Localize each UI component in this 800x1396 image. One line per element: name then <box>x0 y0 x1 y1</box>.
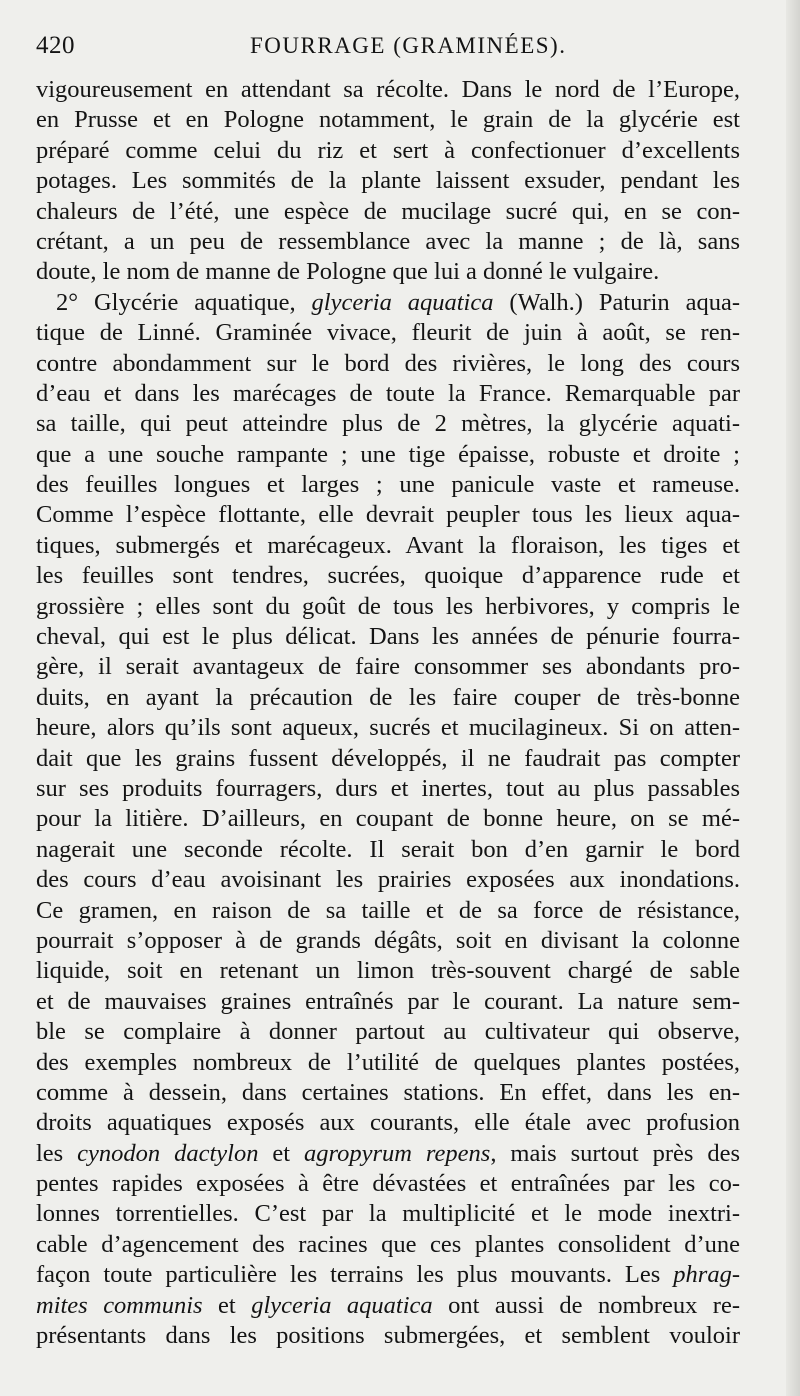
text-line: vigoureusement en attendant sa récolte. Dans le nord de l’Europe, <box>36 76 740 103</box>
text-line: sa taille, qui peut atteindre plus de 2 mètres, la glycérie aquati- <box>36 410 740 438</box>
text-line: préparé comme celui du riz et sert à confectionuer d’excellents <box>36 136 740 164</box>
text-line: chaleurs de l’été, une espèce de mucilage sucré qui, en se con- <box>36 197 740 225</box>
text-line: lonnes torrentielles. C’est par la multiplicité et le mode inextri- <box>36 1200 740 1228</box>
page-number: 420 <box>36 32 75 59</box>
text-line: dait que les grains fussent développés, il ne faudrait pas compter <box>36 744 740 772</box>
text-line: comme à dessein, dans certaines stations. En effet, dans les en- <box>36 1078 740 1106</box>
page-header <box>36 28 744 68</box>
text-line: d’eau et dans les marécages de toute la France. Remarquable par <box>36 379 740 407</box>
text-line: présentants dans les positions submergées, et semblent vouloir <box>36 1322 740 1350</box>
text-line: gère, il serait avantageux de faire consommer ses abondants pro- <box>36 653 740 681</box>
text-line: crétant, a un peu de ressemblance avec la manne ; de là, sans <box>36 227 740 255</box>
text-line: ble se complaire à donner partout au cultivateur qui observe, <box>36 1018 740 1046</box>
text-line: doute, le nom de manne de Pologne que lui a donné le vulgaire. <box>36 258 660 286</box>
text-line: les cynodon dactylon et agropyrum repens, mais surtout près des <box>36 1139 740 1167</box>
text-line: 2° Glycérie aquatique, glyceria aquatica (Walh.) Paturin aqua- <box>56 288 740 316</box>
text-line: heure, alors qu’ils sont aqueux, sucrés et mucilagineux. Si on atten- <box>36 714 740 742</box>
text-line: des feuilles longues et larges ; une panicule vaste et rameuse. <box>36 471 740 499</box>
page-edge-shadow <box>786 0 800 1396</box>
running-head: FOURRAGE (GRAMINÉES). <box>250 33 567 58</box>
text-line: en Prusse et en Pologne notamment, le grain de la glycérie est <box>36 106 740 134</box>
text-line: sur ses produits fourragers, durs et inertes, tout au plus passables <box>36 774 740 802</box>
text-line: grossière ; elles sont du goût de tous les herbivores, y compris le <box>36 592 740 620</box>
text-line: les feuilles sont tendres, sucrées, quoique d’apparence rude et <box>36 562 740 590</box>
text-line: et de mauvaises graines entraînés par le courant. La nature sem- <box>36 987 740 1015</box>
text-line: Comme l’espèce flottante, elle devrait peupler tous les lieux aqua- <box>36 501 740 529</box>
text-line: des cours d’eau avoisinant les prairies exposées aux inondations. <box>36 866 740 894</box>
text-line: cable d’agencement des racines que ces plantes consolident d’une <box>36 1230 740 1258</box>
text-line: cheval, qui est le plus délicat. Dans les années de pénurie fourra- <box>36 623 740 651</box>
text-line: potages. Les sommités de la plante laissent exsuder, pendant les <box>36 167 740 195</box>
text-line: pour la litière. D’ailleurs, en coupant de bonne heure, on se mé- <box>36 805 740 833</box>
text-line: contre abondamment sur le bord des rivières, le long des cours <box>36 349 740 377</box>
text-line: des exemples nombreux de l’utilité de quelques plantes postées, <box>36 1048 740 1076</box>
body-text <box>36 75 740 1351</box>
text-line: pourrait s’opposer à de grands dégâts, soit en divisant la colonne <box>36 926 740 954</box>
text-line: pentes rapides exposées à être dévastées et entraînées par les co- <box>36 1170 740 1198</box>
text-line: nagerait une seconde récolte. Il serait bon d’en garnir le bord <box>36 835 740 863</box>
text-line: Ce gramen, en raison de sa taille et de sa force de résistance, <box>36 896 740 924</box>
text-line: duits, en ayant la précaution de les faire couper de très-bonne <box>36 683 740 711</box>
text-line: tique de Linné. Graminée vivace, fleurit de juin à août, se ren- <box>36 319 740 347</box>
text-line: façon toute particulière les terrains les plus mouvants. Les phrag- <box>36 1261 740 1289</box>
text-line: liquide, soit en retenant un limon très-souvent chargé de sable <box>36 957 740 985</box>
text-line: tiques, submergés et marécageux. Avant la floraison, les tiges et <box>36 531 740 559</box>
text-line: mites communis et glyceria aquatica ont aussi de nombreux re- <box>36 1291 740 1319</box>
text-line: droits aquatiques exposés aux courants, elle étale avec profusion <box>36 1109 740 1137</box>
text-line: que a une souche rampante ; une tige épaisse, robuste et droite ; <box>36 440 740 468</box>
